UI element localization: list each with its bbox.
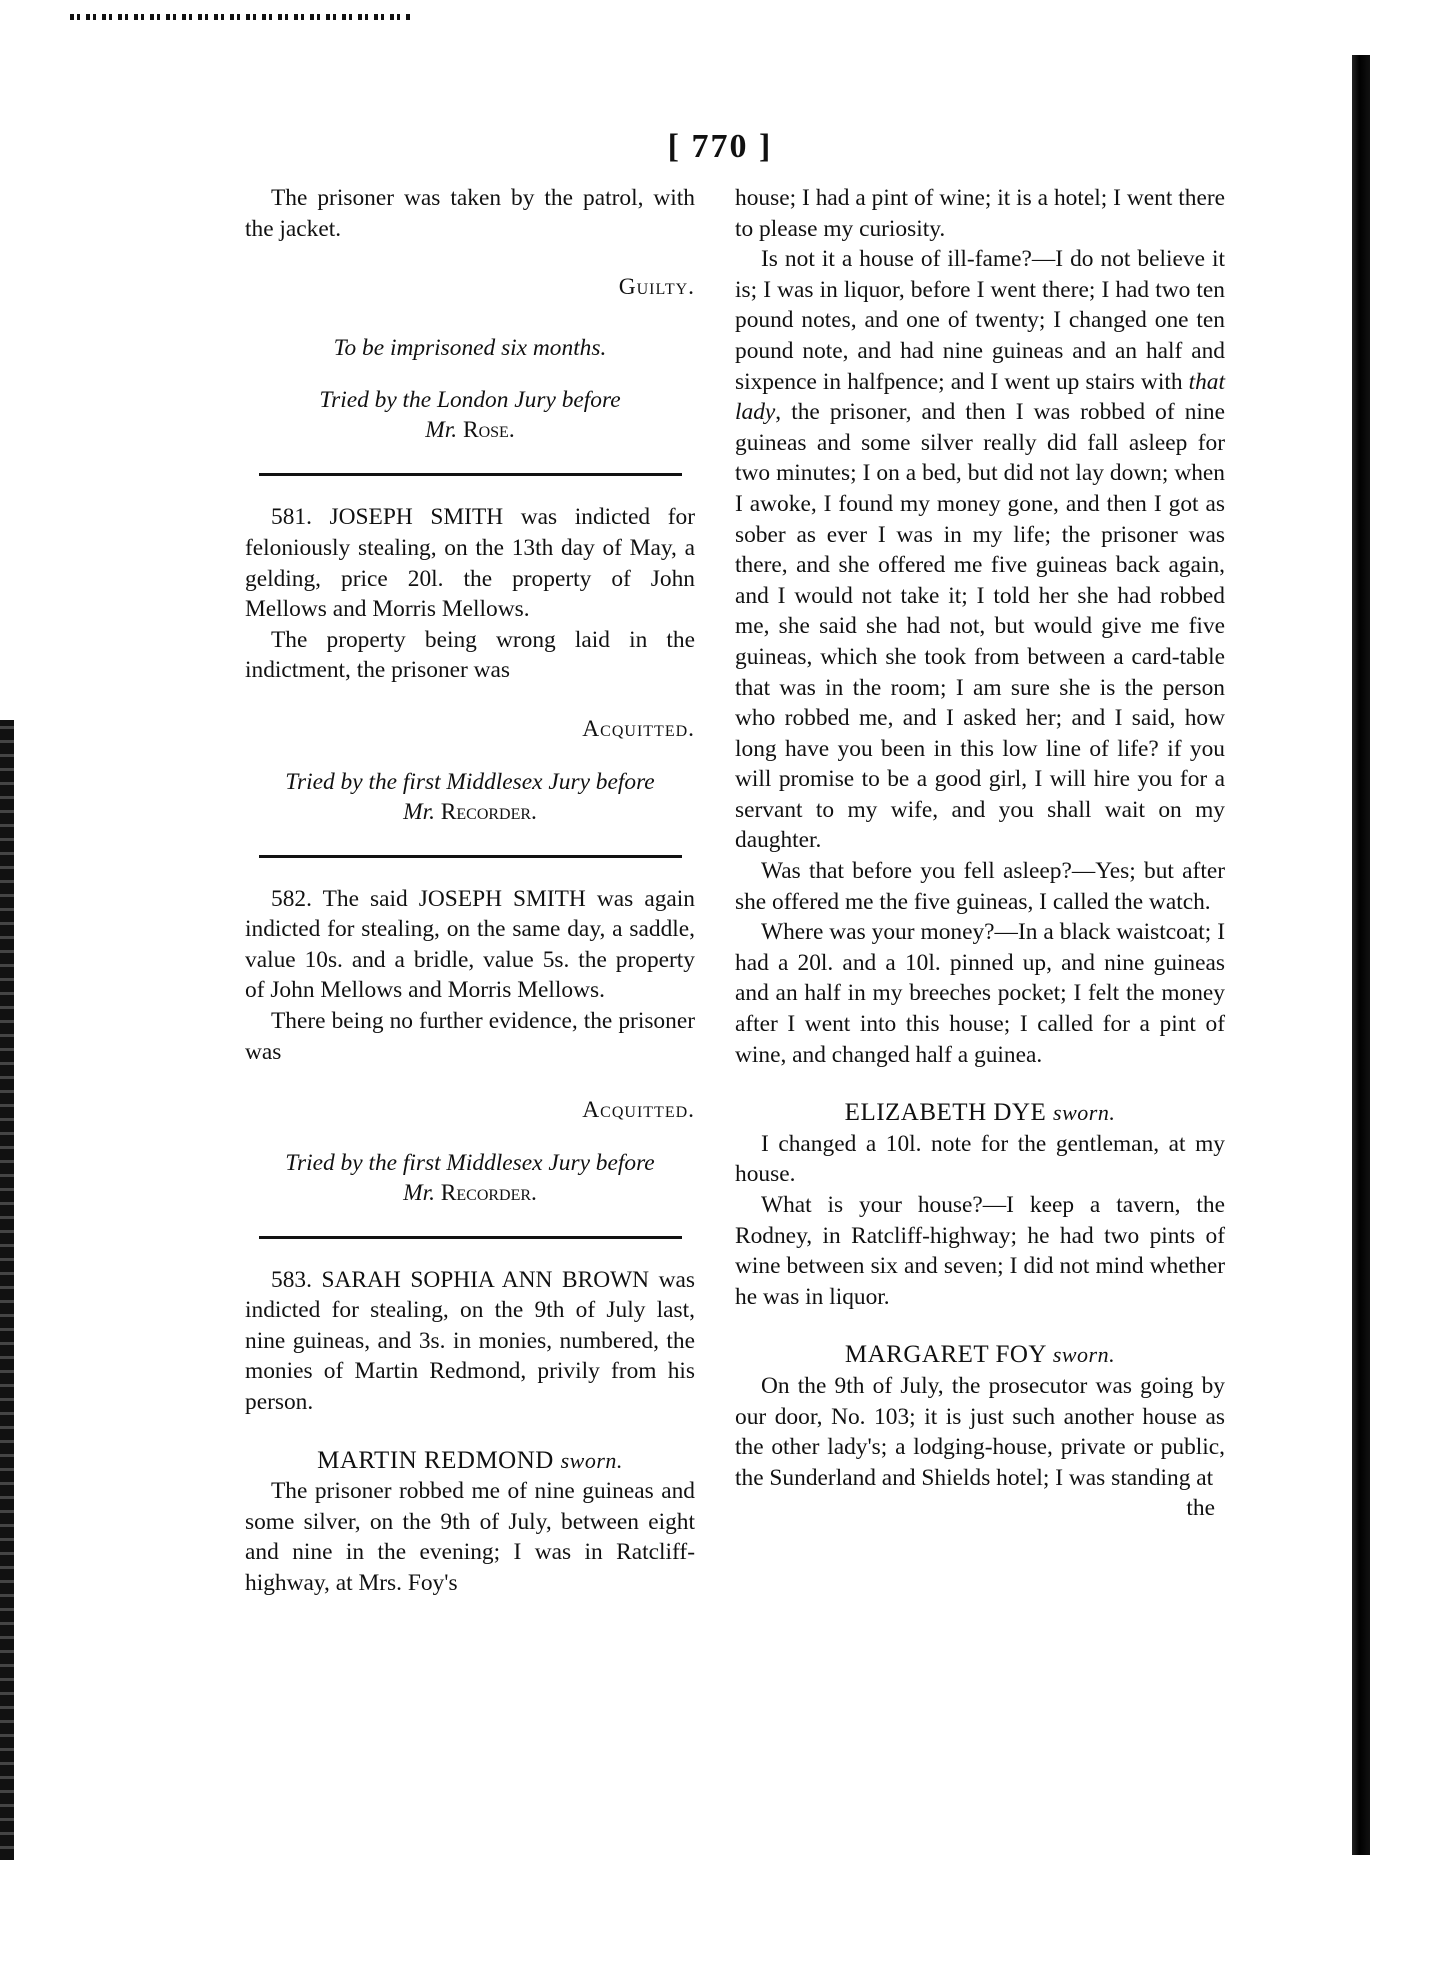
- witness-heading: [735, 1340, 1225, 1371]
- emphasis-text: that lady: [735, 368, 1225, 426]
- sworn-label: sworn.: [1052, 1342, 1116, 1368]
- sworn-label: sworn.: [560, 1447, 623, 1473]
- question-paragraph: Was that before you fell asleep?—Yes; but after she offered me the five guineas, I called the watch.: [735, 858, 1225, 915]
- testimony-text: , the prisoner, and then I was robbed of nine guineas and some silver really did fall asleep for two minutes; I on a bed, but did not lay down; when I awoke, I found my money gone, and then I got as sober as ever I was in my life; the prisoner was there, and she offered me five guineas back again, and I would not take it; I told her she had robbed me, she said she had not, but would give me five guineas, which she took from between a card-table that was in the room; I am sure she is the person who robbed me, and I asked her; and I said, how long have you been in this low line of life? if you will promise to be a good girl, I will hire you for a servant to my wife, and you shall wait on my daughter.: [735, 399, 1225, 854]
- testimony-paragraph: I changed a 10l. note for the gentleman, at my house.: [735, 1130, 1225, 1188]
- section-divider: [259, 855, 682, 858]
- tried-by-note: [245, 1148, 695, 1208]
- intro-paragraph: The prisoner was taken by the patrol, with the jacket.: [245, 185, 695, 242]
- tried-prefix: Tried by the first Middlesex Jury before: [285, 768, 655, 795]
- scan-edge-left: [0, 720, 14, 1860]
- left-column: [245, 183, 695, 1599]
- case-581-paragraph: 581. JOSEPH SMITH was indicted for feloniously stealing, on the 13th day of May, a gelding, price 20l. the property of John Mellows and Morris Mellows.: [245, 504, 695, 623]
- case-581-note: The property being wrong laid in the indictment, the prisoner was: [245, 626, 695, 684]
- case-582-note: There being no further evidence, the prisoner was: [245, 1007, 695, 1065]
- catchword: the: [1186, 1495, 1215, 1522]
- witness-name: MARTIN REDMOND: [317, 1446, 554, 1474]
- witness-heading: [735, 1098, 1225, 1129]
- right-column: [735, 183, 1225, 1524]
- judge-name: Rose.: [463, 417, 515, 444]
- verdict-acquitted: Acquitted.: [582, 1097, 695, 1124]
- tried-mr: Mr.: [403, 1179, 435, 1206]
- section-divider: [259, 473, 682, 476]
- tried-prefix: Tried by the London Jury before: [319, 387, 621, 414]
- tried-mr: Mr.: [425, 417, 458, 444]
- witness-name: MARGARET FOY: [844, 1341, 1047, 1369]
- judge-name: Recorder.: [440, 798, 537, 825]
- sentence-text: To be imprisoned six months.: [333, 334, 607, 361]
- testimony-paragraph: [735, 244, 1225, 856]
- scan-noise: [70, 14, 410, 20]
- witness-name: ELIZABETH DYE: [844, 1099, 1047, 1127]
- verdict-guilty: Guilty.: [618, 274, 695, 301]
- testimony-paragraph: The prisoner robbed me of nine guineas and some silver, on the 9th of July, between eight and nine in the evening; I was in Ratcliff-highway, at Mrs. Foy's: [245, 1478, 695, 1597]
- testimony-text: Is not it a house of ill-fame?—I do not believe it is; I was in liquor, before I went there; I had two ten pound notes, and one of twenty; I changed one ten pound note, and had nine guineas and an half and sixpence in halfpence; and I went up stairs with: [735, 246, 1225, 395]
- tried-by-note: [245, 385, 695, 445]
- judge-name: Recorder.: [440, 1179, 537, 1206]
- testimony-paragraph: On the 9th of July, the prosecutor was going by our door, No. 103; it is just such another house as the other lady's; a lodging-house, private or public, the Sunderland and Shields hotel; I was standing at: [735, 1372, 1225, 1491]
- page-number: [ 770 ]: [667, 128, 773, 165]
- sworn-label: sworn.: [1053, 1100, 1116, 1126]
- tried-mr: Mr.: [403, 798, 435, 825]
- tried-by-note: [245, 767, 695, 827]
- continuation-paragraph: house; I had a pint of wine; it is a hotel; I went there to please my curiosity.: [735, 185, 1225, 242]
- scan-edge-right: [1352, 55, 1370, 1855]
- case-583-paragraph: 583. SARAH SOPHIA ANN BROWN was indicted for stealing, on the 9th of July last, nine guineas, and 3s. in monies, numbered, the monies of Martin Redmond, privily from his person.: [245, 1266, 695, 1416]
- question-paragraph: Where was your money?—In a black waistcoat; I had a 20l. and a 10l. pinned up, and nine guineas and an half in my breeches pocket; I felt the money after I went into this house; I called for a pint of wine, and changed half a guinea.: [735, 919, 1225, 1068]
- case-582-paragraph: 582. The said JOSEPH SMITH was again indicted for stealing, on the same day, a saddle, value 10s. and a bridle, value 5s. the property of John Mellows and Morris Mellows.: [245, 885, 695, 1004]
- witness-heading: [245, 1446, 695, 1477]
- testimony-paragraph: What is your house?—I keep a tavern, the Rodney, in Ratcliff-highway; he had two pints of wine between six and seven; I did not mind whether he was in liquor.: [735, 1192, 1225, 1310]
- tried-prefix: Tried by the first Middlesex Jury before: [285, 1149, 655, 1176]
- section-divider: [259, 1236, 682, 1239]
- verdict-acquitted: Acquitted.: [582, 715, 695, 742]
